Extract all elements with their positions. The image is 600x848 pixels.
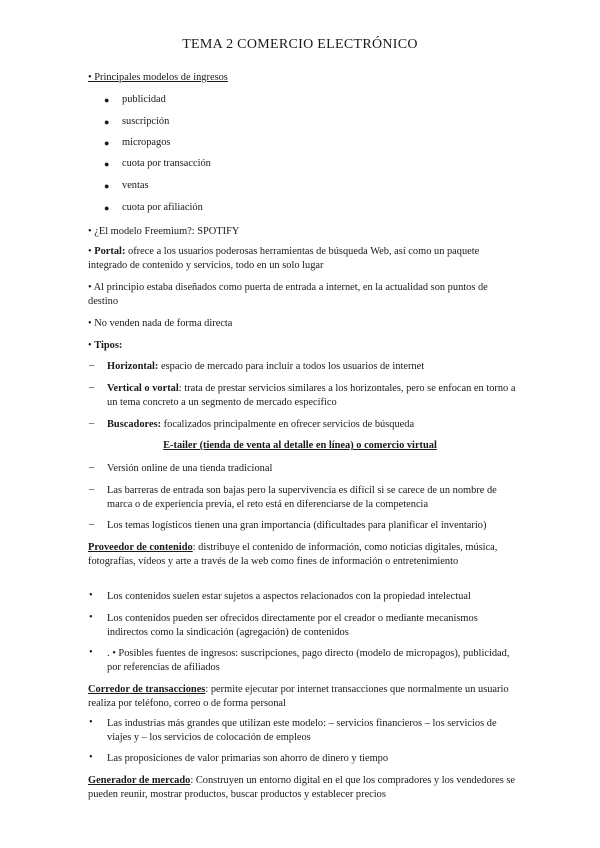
list-item-text: suscripción: [122, 116, 170, 127]
bullet-dot-icon: ●: [104, 95, 110, 105]
list-item: Los contenidos suelen estar sujetos a aspectos relacionados con la propiedad intelectual: [107, 591, 471, 602]
content-provider-paragraph: [88, 541, 516, 568]
dash-icon: –: [89, 418, 95, 429]
list-item: [107, 382, 519, 409]
type-text: espacio de mercado para incluir a todos los usuarios de internet: [158, 361, 425, 372]
type-label: Buscadores:: [107, 419, 162, 430]
portal-label: Portal:: [94, 246, 126, 257]
bullet-dot-icon: ●: [104, 181, 110, 191]
list-item: Los contenidos pueden ser ofrecidos directamente por el creador o mediante mecanismos indirectos como la sindicación (agregación) de contenidos: [107, 613, 478, 638]
bullet-dot-icon: ●: [104, 138, 110, 148]
page-title: TEMA 2 COMERCIO ELECTRÓNICO: [182, 37, 418, 52]
freemium-note: • ¿El modelo Freemium?: SPOTIFY: [88, 226, 240, 237]
list-item-text: micropagos: [122, 137, 171, 148]
list-item: Las barreras de entrada son bajas pero la supervivencia es difícil si se carece de un nombre de marca o de experiencia previa, el reto está en diferenciarse de la competencia: [107, 485, 497, 510]
bullet-text: •: [88, 246, 95, 257]
content-provider-label: Proveedor de contenido: [88, 542, 193, 553]
portal-note: • Al principio estaba diseñados como puerta de entrada a internet, en la actualidad son puntos de destino: [88, 282, 488, 307]
bullet-icon: •: [89, 717, 93, 728]
list-item: Los temas logísticos tienen una gran importancia (dificultades para planificar el inventario): [107, 520, 487, 531]
type-label: Vertical o vortal: [107, 383, 179, 394]
list-item-text: cuota por transacción: [122, 158, 211, 169]
bullet-icon: •: [89, 590, 93, 601]
dash-icon: –: [89, 484, 95, 495]
market-generator-label: Generador de mercado: [88, 775, 191, 786]
bullet-dot-icon: ●: [104, 159, 110, 169]
bullet-text: •: [88, 340, 95, 351]
list-item: Versión online de una tienda tradicional: [107, 463, 273, 474]
types-heading: [88, 338, 122, 353]
type-text: : trata de prestar servicios similares a los horizontales, pero se enfocan en torno a un tema concreto a un segmento de mercado específico: [107, 383, 516, 408]
transaction-broker-paragraph: [88, 683, 516, 710]
types-label: Tipos:: [94, 340, 123, 351]
list-item-text: cuota por afiliación: [122, 202, 203, 213]
list-item: Las industrias más grandes que utilizan este modelo: – servicios financieros – los servicios de viajes y – los servicios de colocación de empleos: [107, 718, 497, 743]
market-generator-paragraph: [88, 774, 516, 801]
list-item: Las proposiciones de valor primarias son ahorro de dinero y tiempo: [107, 753, 389, 764]
list-item-text: publicidad: [122, 94, 166, 105]
content-provider-text: : distribuye el contenido de información, como noticias digitales, música, fotografías, vídeos y arte a través de la web como fines de información o entretenimiento: [88, 542, 498, 567]
transaction-broker-label: Corredor de transacciones: [88, 684, 206, 695]
portal-text: ofrece a los usuarios poderosas herramientas de búsqueda Web, así como un paquete integrado de contenido y servicios, todo en un solo lugar: [88, 246, 480, 271]
list-item: [107, 360, 519, 374]
bullet-icon: •: [89, 647, 93, 658]
dash-icon: –: [89, 462, 95, 473]
bullet-dot-icon: ●: [104, 203, 110, 213]
revenue-models-heading: • Principales modelos de ingresos: [88, 72, 228, 83]
portal-paragraph: [88, 245, 516, 272]
bullet-icon: •: [89, 612, 93, 623]
type-label: Horizontal:: [107, 361, 159, 372]
bullet-dot-icon: ●: [104, 117, 110, 127]
transaction-broker-text: : permite ejecutar por internet transacciones que normalmente un usuario realiza por teléfono, correo o de forma personal: [88, 684, 509, 709]
dash-icon: –: [89, 519, 95, 530]
bullet-icon: •: [89, 752, 93, 763]
dash-icon: –: [89, 382, 95, 393]
type-text: focalizados principalmente en ofrecer servicios de búsqueda: [161, 419, 415, 430]
dash-icon: –: [89, 360, 95, 371]
list-item: [107, 418, 519, 432]
market-generator-text: : Construyen un entorno digital en el que los compradores y los vendedores se pueden reunir, mostrar productos, buscar productos y establecer precios: [88, 775, 515, 800]
list-item: . • Posibles fuentes de ingresos: suscripciones, pago directo (modelo de micropagos), publicidad, por referencias de afiliados: [107, 648, 510, 673]
etailer-heading: E-tailer (tienda de venta al detalle en línea) o comercio virtual: [163, 440, 437, 451]
no-sales-note: • No venden nada de forma directa: [88, 318, 233, 329]
list-item-text: ventas: [122, 180, 149, 191]
